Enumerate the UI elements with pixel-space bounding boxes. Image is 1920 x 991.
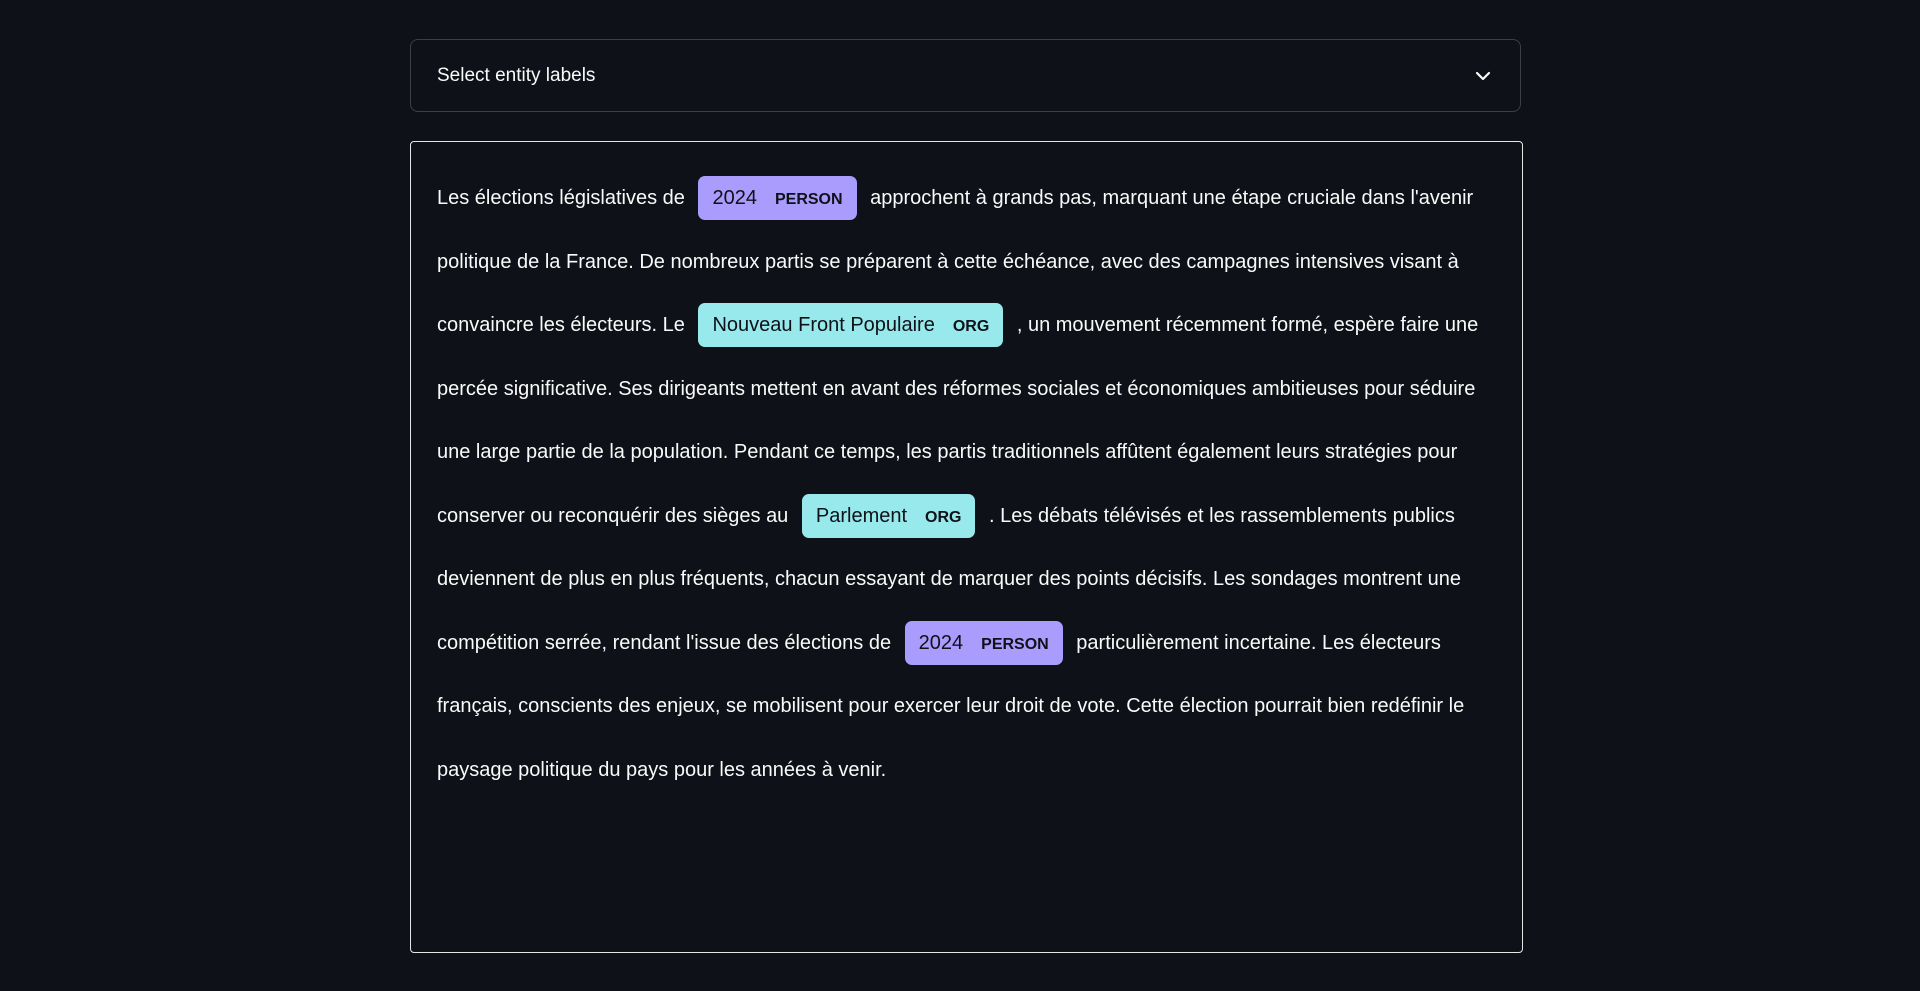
entity-person <box>905 621 1063 665</box>
text-segment: Les élections législatives de <box>437 187 685 209</box>
entity-label: PERSON <box>981 635 1049 653</box>
entity-text: Parlement <box>815 504 908 527</box>
ner-text-display <box>410 141 1523 953</box>
entity-org <box>698 303 1003 347</box>
chevron-down-icon[interactable] <box>1472 65 1494 87</box>
entity-text: 2024 <box>918 631 964 654</box>
text-segment: approchent à grands pas, marquant une étape cruciale dans l'avenir politique de la France. De nombreux partis se préparent à cette échéance, avec des campagnes intensives visant à convaincre les électeurs. Le <box>437 187 1474 336</box>
select-entity-labels-expander[interactable] <box>410 39 1521 112</box>
entity-text: Nouveau Front Populaire <box>712 314 935 336</box>
entity-label: ORG <box>925 508 962 526</box>
entity-org <box>802 494 976 538</box>
entity-label: PERSON <box>774 191 843 208</box>
expander-label: Select entity labels <box>437 64 596 86</box>
entity-person <box>698 176 856 220</box>
entity-text: 2024 <box>712 187 757 209</box>
text-segment: , un mouvement récemment formé, espère faire une percée significative. Ses dirigeants mettent en avant des réformes sociales et économiques ambitieuses pour séduire une large partie de la population. Pendant ce temps, les partis traditionnels affûtent également leurs stratégies pour conserver ou reconquérir des sièges au <box>437 314 1479 527</box>
entity-label: ORG <box>952 318 990 335</box>
text-segment: . Les débats télévisés et les rassemblements publics deviennent de plus en plus fréquents, chacun essayant de marquer des points décisifs. Les sondages montrent une compétition serrée, rendant l'issue des élections de <box>437 504 1461 654</box>
text-segment: particulièrement incertaine. Les électeurs français, conscients des enjeux, se mobilisent pour exercer leur droit de vote. Cette élection pourrait bien redéfinir le paysage politique du pays pour les années à venir. <box>437 631 1465 781</box>
